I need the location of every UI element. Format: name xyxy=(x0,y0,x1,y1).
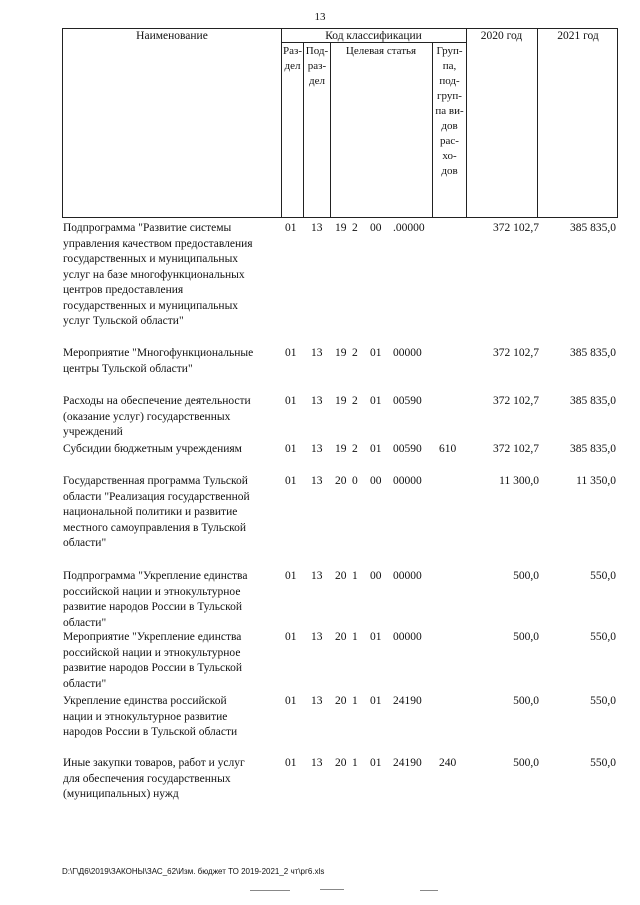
cell-amount-2020: 11 300,0 xyxy=(499,475,539,487)
cell-subprogram: 1 xyxy=(352,695,358,707)
row-name-line: центры Тульской области" xyxy=(63,362,193,375)
cell-direction: 24190 xyxy=(393,695,422,707)
cell-razdel: 01 xyxy=(285,347,297,359)
cell-podrazdel: 13 xyxy=(311,347,323,359)
row-name-line: области" xyxy=(63,677,107,690)
cell-program: 20 xyxy=(335,757,347,769)
page-number: 13 xyxy=(314,11,326,23)
row-name-line: Мероприятие "Многофункциональные xyxy=(63,347,254,359)
cell-amount-2020: 500,0 xyxy=(513,757,539,769)
cell-direction: 00000 xyxy=(393,347,422,359)
cell-razdel: 01 xyxy=(285,222,297,234)
cell-direction: 24190 xyxy=(393,757,422,769)
row-name-line: государственных и муниципальных xyxy=(63,253,239,265)
header-name: Наименование xyxy=(136,30,208,42)
divider xyxy=(330,42,331,217)
divider xyxy=(537,29,538,217)
cell-amount-2020: 372 102,7 xyxy=(493,443,539,455)
row-name-line: Мероприятие "Укрепление единства xyxy=(63,631,242,643)
cell-direction: .00000 xyxy=(393,222,425,234)
cell-program: 19 xyxy=(335,443,347,455)
cell-event: 01 xyxy=(370,443,382,455)
cell-event: 01 xyxy=(370,631,382,643)
row-name xyxy=(63,756,277,803)
cell-amount-2021: 11 350,0 xyxy=(576,475,616,487)
cell-subprogram: 1 xyxy=(352,570,358,582)
cell-amount-2020: 500,0 xyxy=(513,570,539,582)
cell-amount-2021: 385 835,0 xyxy=(570,222,616,234)
cell-event: 01 xyxy=(370,757,382,769)
row-name xyxy=(63,442,277,458)
row-name-line: области" xyxy=(63,616,107,629)
cell-subprogram: 0 xyxy=(352,475,358,487)
cell-razdel: 01 xyxy=(285,695,297,707)
scan-artifact xyxy=(420,890,438,891)
cell-direction: 00000 xyxy=(393,631,422,643)
cell-amount-2020: 500,0 xyxy=(513,631,539,643)
cell-program: 20 xyxy=(335,570,347,582)
cell-event: 00 xyxy=(370,222,382,234)
cell-subprogram: 2 xyxy=(352,347,358,359)
cell-podrazdel: 13 xyxy=(311,570,323,582)
cell-amount-2021: 550,0 xyxy=(590,757,616,769)
scan-artifact xyxy=(320,889,344,890)
cell-subprogram: 2 xyxy=(352,443,358,455)
cell-subprogram: 2 xyxy=(352,395,358,407)
row-name-line: местного самоуправления в Тульской xyxy=(63,521,247,534)
header-razdel: Раз- дел xyxy=(282,45,302,72)
row-name-line: для обеспечения государственных xyxy=(63,772,231,785)
header-podrazdel: Под- раз- дел xyxy=(305,45,329,87)
row-name-line: Подпрограмма "Развитие системы xyxy=(63,222,232,234)
cell-event: 00 xyxy=(370,475,382,487)
row-name-line: развитие народов России в Тульской xyxy=(63,662,243,674)
cell-subprogram: 1 xyxy=(352,631,358,643)
cell-amount-2021: 385 835,0 xyxy=(570,347,616,359)
row-name-line: управления качеством предоставления xyxy=(63,237,253,250)
row-name-line: области" xyxy=(63,537,107,549)
row-name-line: народов России в Тульской области xyxy=(63,726,238,738)
cell-podrazdel: 13 xyxy=(311,222,323,234)
row-name-line: услуг Тульской области" xyxy=(63,315,184,327)
cell-podrazdel: 13 xyxy=(311,695,323,707)
file-path-footer: D:\Г\Д6\2019\ЗАКОНЫ\ЗАС_62\Изм. бюджет ТО 2019-2021_2 чт\рг6.xls xyxy=(62,867,325,876)
cell-program: 20 xyxy=(335,631,347,643)
row-name-line: российской нации и этнокультурное xyxy=(63,585,241,598)
cell-program: 19 xyxy=(335,395,347,407)
row-name xyxy=(63,394,277,441)
cell-expense-type: 610 xyxy=(439,443,457,455)
row-name-line: Субсидии бюджетным учреждениям xyxy=(63,443,242,455)
cell-direction: 00000 xyxy=(393,570,422,582)
header-code: Код классификации xyxy=(325,30,422,42)
header-year-2021: 2021 год xyxy=(557,30,599,42)
row-name xyxy=(63,221,277,330)
cell-amount-2021: 550,0 xyxy=(590,631,616,643)
cell-razdel: 01 xyxy=(285,475,297,487)
header-expense-group: Груп- па, под- груп- па ви- дов рас- хо- дов xyxy=(435,45,464,177)
cell-event: 01 xyxy=(370,395,382,407)
header-year-2020: 2020 год xyxy=(480,30,523,42)
cell-direction: 00590 xyxy=(393,395,422,407)
cell-amount-2020: 372 102,7 xyxy=(493,347,539,359)
row-name-line: центров предоставления xyxy=(63,284,184,296)
row-name xyxy=(63,694,277,741)
row-name-line: Подпрограмма "Укрепление единства xyxy=(63,570,248,582)
cell-razdel: 01 xyxy=(285,443,297,455)
row-name-line: государственных и муниципальных xyxy=(63,299,239,312)
cell-razdel: 01 xyxy=(285,757,297,769)
row-name-line: услуг на базе многофункциональных xyxy=(63,268,245,281)
cell-razdel: 01 xyxy=(285,570,297,582)
row-name-line: (муниципальных) нужд xyxy=(63,788,179,800)
row-name-line: (оказание услуг) государственных xyxy=(63,410,231,423)
cell-event: 01 xyxy=(370,347,382,359)
cell-program: 20 xyxy=(335,695,347,707)
row-name-line: учреждений xyxy=(63,426,123,438)
cell-amount-2020: 500,0 xyxy=(513,695,539,707)
cell-podrazdel: 13 xyxy=(311,757,323,769)
cell-razdel: 01 xyxy=(285,395,297,407)
cell-amount-2021: 550,0 xyxy=(590,695,616,707)
cell-event: 00 xyxy=(370,570,382,582)
cell-program: 19 xyxy=(335,347,347,359)
row-name-line: Укрепление единства российской xyxy=(63,695,227,707)
row-name-line: Государственная программа Тульской xyxy=(63,475,248,487)
cell-podrazdel: 13 xyxy=(311,631,323,643)
cell-podrazdel: 13 xyxy=(311,395,323,407)
cell-amount-2020: 372 102,7 xyxy=(493,395,539,407)
row-name xyxy=(63,569,277,631)
cell-amount-2021: 385 835,0 xyxy=(570,443,616,455)
cell-subprogram: 1 xyxy=(352,757,358,769)
row-name xyxy=(63,346,277,377)
cell-subprogram: 2 xyxy=(352,222,358,234)
row-name-line: Иные закупки товаров, работ и услуг xyxy=(63,757,245,769)
row-name-line: развитие народов России в Тульской xyxy=(63,601,243,613)
cell-program: 19 xyxy=(335,222,347,234)
header-target-article: Целевая статья xyxy=(345,45,417,57)
cell-amount-2021: 385 835,0 xyxy=(570,395,616,407)
cell-direction: 00000 xyxy=(393,475,422,487)
cell-razdel: 01 xyxy=(285,631,297,643)
row-name-line: российской нации и этнокультурное xyxy=(63,646,241,659)
divider xyxy=(466,29,467,217)
cell-expense-type: 240 xyxy=(439,757,457,769)
row-name xyxy=(63,630,277,692)
cell-amount-2021: 550,0 xyxy=(590,570,616,582)
row-name-line: области "Реализация государственной xyxy=(63,490,250,503)
cell-program: 20 xyxy=(335,475,347,487)
cell-event: 01 xyxy=(370,695,382,707)
cell-podrazdel: 13 xyxy=(311,443,323,455)
cell-podrazdel: 13 xyxy=(311,475,323,487)
row-name-line: национальной политики и развитие xyxy=(63,506,238,518)
row-name xyxy=(63,474,277,552)
cell-amount-2020: 372 102,7 xyxy=(493,222,539,234)
table-header xyxy=(62,28,618,218)
cell-direction: 00590 xyxy=(393,443,422,455)
scan-artifact xyxy=(250,890,290,891)
row-name-line: нации и этнокультурное развитие xyxy=(63,710,228,723)
row-name-line: Расходы на обеспечение деятельности xyxy=(63,395,251,407)
